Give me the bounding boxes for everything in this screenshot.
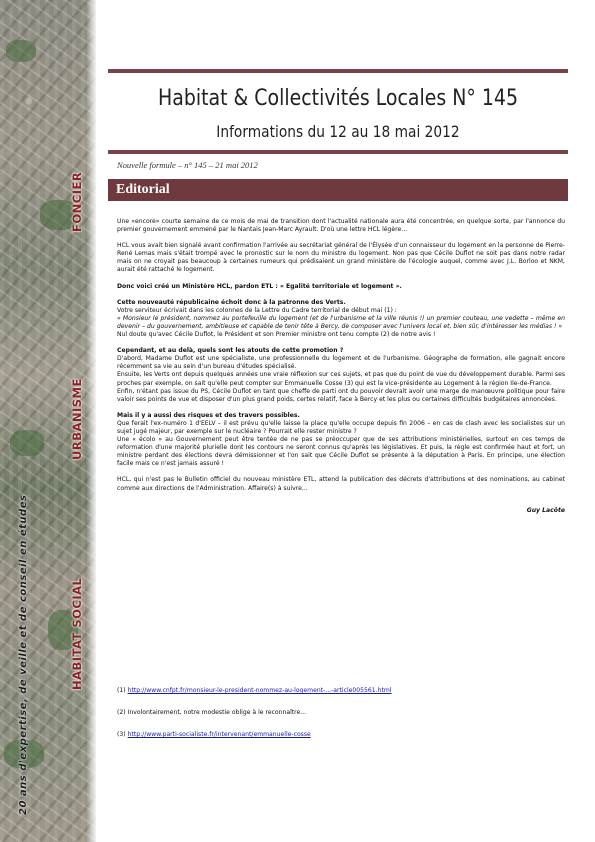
park-patch: [6, 40, 36, 62]
paragraph-group: [117, 347, 565, 404]
paragraph-line: Une « écolo » au Gouvernement peut être tentée de ne pas se préoccuper que de ses attributions ministérielles, surtout en ces temps de reformation d'une majorité plurielle dont les contours ne seront connus qu'après les législatives. Et puis, la règle est confirmée haut et fort, un ministre perdant des élections devra démissionner et l'on sait que Cécile Duflot se présente à la députation à Paris. En principe, une élection facile mais ce n'est jamais assuré !: [117, 436, 565, 468]
sidebar-aerial-photo: [0, 0, 96, 842]
paragraph-line: Mais il y a aussi des risques et des travers possibles.: [117, 411, 300, 419]
header-top-rule: [108, 69, 568, 73]
paragraph-line: Nul doute qu'avec Cécile Duflot, le Président et son Premier ministre ont tenu compte (2) de notre avis !: [117, 331, 436, 339]
paragraph: HCL, qui n'est pas le Bulletin officiel du nouveau ministère ETL, attend la publication des décrets d'attributions et des nominations, au cabinet comme aux directions de l'Administration. Affaire(s) à suivre...: [117, 476, 565, 492]
paragraph-line: Ensuite, les Verts ont depuis quelques années une vraie réflexion sur ces sujets, et pas que du point de vue du développement durable. Parmi ses proches par exemple, on sait qu'elle peut compter sur Emmanuelle Cosse (3) qui est la vice-présidente au Logement à la région Ile-de-France.: [117, 371, 565, 387]
park-patch: [10, 430, 44, 456]
paragraph-line: Cependant, et au delà, quels sont les atouts de cette promotion ?: [117, 347, 344, 355]
issue-line: Nouvelle formule – n° 145 – 21 mai 2012: [117, 160, 258, 170]
footnote-number: (3): [117, 731, 128, 738]
signature: Guy Lacôte: [526, 506, 565, 514]
paragraph-group: [117, 412, 565, 469]
footnote-3: [117, 731, 565, 739]
paragraph-line: D'abord, Madame Duflot est une spécialiste, une professionnelle du logement et de l'urbanisme. Géographe de formation, elle gagnait encore récemment sa vie au sein d'un bureau d'études spécialisé.: [117, 355, 565, 371]
header-bottom-rule: [108, 150, 568, 154]
sidebar-keyword-habitat-social: HABITAT SOCIAL: [70, 577, 84, 690]
quote: « Monsieur le président, nommez au portefeuille du logement (et de l'urbanisme et la ville réunis !) un premier couteau, une vedette – même en devenir – du gouvernement, ambitieuse et capable de tenir tête à Bercy, de composer avec l'univers local et, bien sûr, d'intéresser les médias ! »: [117, 314, 565, 330]
paragraph-line: Votre serviteur écrivait dans les colonnes de la Lettre du Cadre territorial de début mai (1) :: [117, 306, 397, 314]
sidebar-keyword-urbanisme: URBANISME: [70, 378, 84, 460]
paragraph: Donc voici créé un Ministère HCL, pardon ETL : « Egalité territoriale et logement ».: [117, 282, 402, 290]
page-title: Habitat & Collectivités Locales N° 145: [158, 86, 518, 111]
sidebar-tagline: 20 ans d'expertise, de veille et de conseil en études: [18, 494, 29, 815]
paragraph-group: [117, 299, 565, 339]
footnotes: [117, 687, 565, 753]
section-label: Editorial: [116, 182, 170, 197]
section-banner: [108, 179, 568, 201]
footnote-number: (1): [117, 687, 128, 694]
paragraph-line: Que ferait l'ex-numéro 1 d'EELV – il est prévu qu'elle laisse la place qu'elle occupe depuis fin 2006 – en cas de clash avec les socialistes sur un sujet jugé majeur, par exemple sur le nucléaire ? Pourrait elle rester ministre ?: [117, 419, 565, 435]
paragraph: HCL vous avait bien signalé avant confirmation l'arrivée au secrétariat général de l'Élysée d'un connaisseur du logement en la personne de Pierre-René Lemas mais s'était trompé avec le pronostic sur le nom du ministre du logement. Non pas que Cécile Duflot ne soit pas dans notre radar mais on ne croyait pas beaucoup à certaines rumeurs qui prédisaient un grand ministère de l'écologie auquel, comme avec J.L. Borloo et NKM, aurait été rattaché le logement.: [117, 242, 565, 274]
sidebar-keyword-foncier: FONCIER: [70, 171, 84, 232]
paragraph-line: Cette nouveauté républicaine échoit donc à la patronne des Verts.: [117, 298, 346, 306]
paragraph-line: Enfin, n'étant pas issue du PS, Cécile Duflot en tant que cheffe de parti ont du pouvoir devrait avoir une marge de manœuvre politique pour faire valoir ses points de vue et disposer d'un plus grand poids, certes relatif, face à Bercy et les plus ou certaines difficultés budgétaires annoncées.: [117, 387, 565, 403]
page-subtitle: Informations du 12 au 18 mai 2012: [216, 122, 460, 141]
footnote-1: [117, 687, 565, 695]
footnote-link[interactable]: http://www.cnfpt.fr/monsieur-le-president-nommez-au-logement-...-article005561.html: [127, 687, 392, 694]
footnote-2: (2) Involontairement, notre modestie oblige à le reconnaître...: [117, 709, 307, 716]
editorial-body: [117, 218, 565, 523]
paragraph: Une «encore» courte semaine de ce mois de mai de transition dont l'actualité nationale aura été concentrée, en quelque sorte, par l'annonce du premier gouvernement emmené par le Nantais Jean-Marc Ayrault. D'où une lettre HCL légère...: [117, 218, 565, 234]
footnote-link[interactable]: http://www.parti-socialiste.fr/intervenant/emmanuelle-cosse: [127, 731, 311, 738]
